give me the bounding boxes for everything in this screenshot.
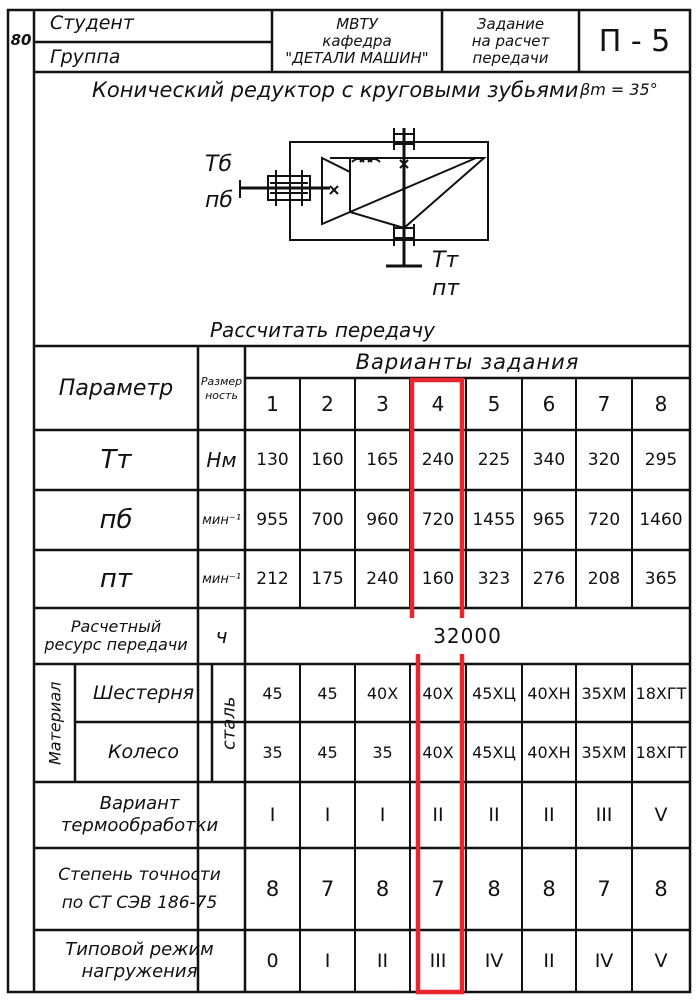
values-row-load — [245, 930, 690, 992]
nb-value-3: 960 — [366, 510, 399, 530]
row-label-load — [34, 930, 245, 992]
nt-value-3: 240 — [366, 569, 399, 589]
row-unit-nb: мин⁻¹ — [202, 512, 241, 528]
tt-value-8: 295 — [644, 450, 678, 470]
gear-material-4: 40Х — [422, 683, 454, 703]
page-number: 80 — [10, 30, 32, 49]
wheel-material-2: 45 — [317, 742, 338, 762]
row-unit-resource: ч — [215, 624, 228, 648]
accuracy-value-6: 8 — [542, 877, 556, 901]
accuracy-value-4: 7 — [431, 877, 445, 901]
heat-variant-6: II — [543, 804, 555, 826]
scheme-label-tb: Тб — [205, 152, 233, 177]
nb-value-2: 700 — [311, 510, 344, 530]
nb-value-5: 1455 — [472, 510, 516, 530]
student-label: Студент — [50, 12, 134, 34]
tt-value-5: 225 — [477, 450, 511, 470]
scheme-label-tt: Тт — [432, 248, 459, 273]
dept-line-3: "ДЕТАЛИ МАШИН" — [285, 48, 429, 67]
gearbox-scheme — [240, 128, 488, 266]
values-row-accuracy — [245, 848, 690, 930]
tt-value-6: 340 — [532, 450, 566, 470]
gear-material-1: 45 — [262, 683, 283, 703]
nt-value-4: 160 — [421, 569, 455, 589]
wheel-material-7: 35ХМ — [581, 742, 627, 762]
gear-material-2: 45 — [317, 683, 338, 703]
row-label-gear: Шестерня — [92, 682, 195, 704]
resource-label-1: Расчетный — [70, 617, 162, 636]
heat-label-2: термообработки — [60, 815, 219, 836]
drawing-title: Конический редуктор с круговыми зубьями — [92, 78, 579, 102]
wheel-material-5: 45ХЦ — [472, 742, 516, 762]
row-unit-tt: Нм — [206, 448, 237, 472]
values-row-tt — [245, 430, 690, 490]
task-code: П - 5 — [598, 23, 671, 59]
nb-value-4: 720 — [421, 510, 455, 530]
resource-label-2: ресурс передачи — [44, 635, 188, 654]
values-row-heat — [245, 782, 690, 848]
variants-header: Варианты задания — [355, 350, 580, 374]
nb-value-1: 955 — [256, 510, 289, 530]
row-unit-nt: мин⁻¹ — [202, 571, 241, 587]
beta-angle: βm = 35° — [580, 80, 658, 99]
resource-value: 32000 — [433, 624, 502, 648]
variant-number-row — [245, 378, 690, 430]
heat-variant-3: I — [379, 804, 386, 826]
calc-title: Рассчитать передачу — [210, 318, 435, 342]
nb-value-6: 965 — [532, 510, 566, 530]
gear-material-5: 45ХЦ — [472, 683, 516, 703]
variant-number-3: 3 — [376, 392, 389, 416]
group-label: Группа — [50, 46, 121, 68]
variant-number-5: 5 — [487, 392, 501, 416]
nt-value-8: 365 — [644, 569, 678, 589]
wheel-material-4: 40Х — [422, 742, 454, 762]
wheel-material-6: 40ХН — [527, 742, 571, 762]
variant-number-7: 7 — [597, 392, 611, 416]
wheel-material-1: 35 — [262, 742, 283, 762]
accuracy-value-7: 7 — [597, 877, 611, 901]
gear-material-8: 18ХГТ — [635, 683, 687, 703]
heat-variant-1: I — [269, 804, 276, 826]
variant-number-4: 4 — [431, 392, 445, 416]
variant-number-1: 1 — [266, 392, 279, 416]
accuracy-label-1: Степень точности — [58, 865, 221, 885]
accuracy-value-1: 8 — [265, 877, 280, 901]
accuracy-value-3: 8 — [375, 877, 390, 901]
dept-line-2: кафедра — [322, 31, 392, 50]
accuracy-label-2: по СТ СЭВ 186-75 — [61, 893, 218, 913]
row-label-wheel: Колесо — [107, 741, 180, 763]
heat-variant-5: II — [488, 804, 500, 826]
load-mode-3: II — [376, 950, 389, 972]
load-label-2: нагружения — [81, 961, 198, 982]
scheme-label-nt: пт — [432, 276, 460, 301]
accuracy-value-8: 8 — [654, 877, 668, 901]
tt-value-2: 160 — [311, 450, 344, 470]
load-mode-8: V — [654, 950, 668, 972]
tt-value-7: 320 — [587, 450, 621, 470]
nt-value-5: 323 — [477, 569, 511, 589]
dim-header: Размерность — [200, 375, 243, 402]
gear-material-6: 40ХН — [527, 683, 571, 703]
row-label-nt: пт — [99, 564, 133, 594]
scheme-label-nb: пб — [205, 188, 233, 213]
material-group-label: Материал — [45, 681, 65, 765]
nb-value-8: 1460 — [639, 510, 683, 530]
variant-number-8: 8 — [654, 392, 668, 416]
load-mode-4: III — [429, 950, 447, 972]
row-label-heat — [34, 782, 245, 848]
wheel-material-8: 18ХГТ — [635, 742, 687, 762]
variant-number-2: 2 — [321, 392, 334, 416]
nt-value-7: 208 — [587, 569, 621, 589]
task-line-1: Задание — [476, 14, 545, 33]
accuracy-value-2: 7 — [320, 877, 335, 901]
load-mode-2: I — [324, 950, 331, 972]
tt-value-1: 130 — [256, 450, 289, 470]
nt-value-6: 276 — [532, 569, 566, 589]
row-label-accuracy — [34, 848, 245, 930]
department-block — [272, 10, 442, 72]
heat-variant-4: II — [432, 804, 444, 826]
task-block — [442, 10, 579, 72]
values-row-nt — [245, 550, 690, 608]
variant-number-6: 6 — [542, 392, 556, 416]
material-unit: сталь — [218, 696, 240, 750]
accuracy-value-5: 8 — [487, 877, 501, 901]
heat-variant-7: III — [595, 804, 613, 826]
values-row-wheel — [245, 722, 690, 782]
task-line-2: на расчет — [471, 31, 550, 50]
values-row-gear — [245, 664, 690, 722]
row-label-resource — [34, 608, 198, 664]
tt-value-4: 240 — [421, 450, 455, 470]
gear-material-3: 40Х — [366, 683, 399, 703]
heat-variant-2: I — [324, 804, 331, 826]
dept-line-1: МВТУ — [336, 14, 378, 33]
nt-value-2: 175 — [311, 569, 344, 589]
heat-variant-8: V — [654, 804, 668, 826]
wheel-material-3: 35 — [372, 742, 393, 762]
row-label-tt: Тт — [100, 445, 132, 475]
load-mode-5: IV — [484, 950, 504, 972]
nt-value-1: 212 — [256, 569, 289, 589]
task-line-3: передачи — [472, 48, 549, 67]
row-label-nb: пб — [99, 505, 133, 535]
param-header: Параметр — [58, 375, 174, 401]
load-mode-1: 0 — [266, 950, 279, 972]
load-mode-7: IV — [594, 950, 614, 972]
gear-material-7: 35ХМ — [581, 683, 627, 703]
nb-value-7: 720 — [587, 510, 621, 530]
values-row-nb — [245, 490, 690, 550]
load-mode-6: II — [543, 950, 555, 972]
load-label-1: Типовой режим — [65, 939, 214, 960]
heat-label-1: Вариант — [99, 793, 180, 814]
tt-value-3: 165 — [366, 450, 399, 470]
